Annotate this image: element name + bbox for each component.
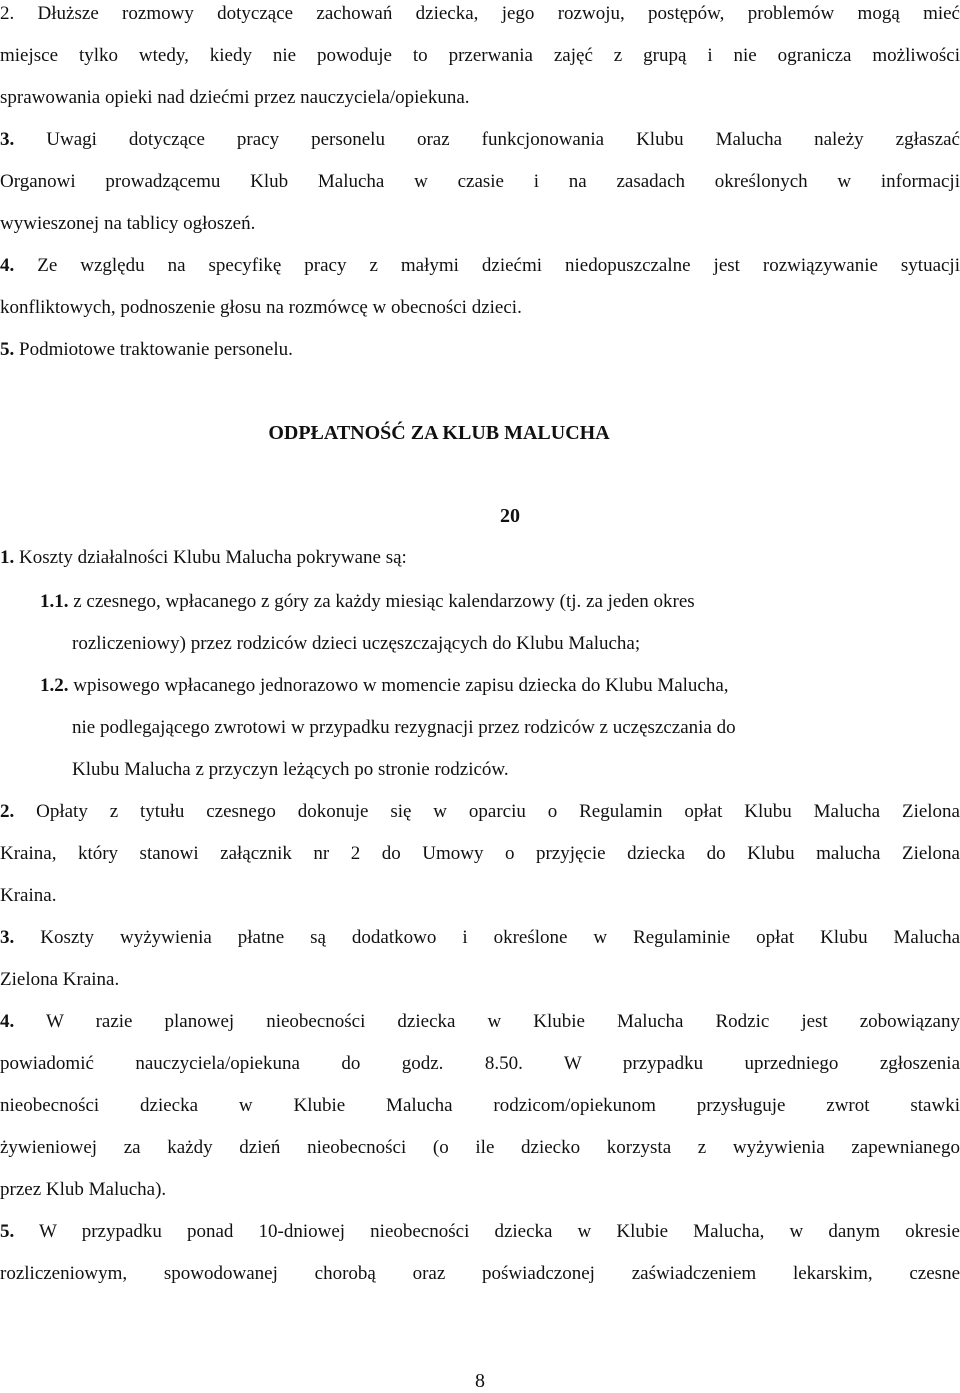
fees-4-line-5: przez Klub Malucha).: [0, 1179, 167, 1200]
fees-1-line: [0, 546, 960, 570]
paragraph-5-line-1: [0, 338, 960, 362]
paragraph-5-number: 5.: [0, 339, 15, 360]
fees-2-number: 2.: [0, 801, 15, 822]
paragraph-2-line-3: sprawowania opieki nad dziećmi przez nauczyciela/opiekuna.: [0, 87, 470, 108]
fees-4-number: 4.: [0, 1011, 15, 1032]
paragraph-5-text: Podmiotowe traktowanie personelu.: [19, 339, 293, 360]
paragraph-3-line-2: Organowi prowadzącemu Klub Malucha w czasie i na zasadach określonych w informacji: [0, 171, 960, 192]
fees-1-2-text: wpisowego wpłacanego jednorazowo w momencie zapisu dziecka do Klubu Malucha,: [73, 675, 729, 696]
fees-4-line-4: żywieniowej za każdy dzień nieobecności (o ile dziecko korzysta z wyżywienia zapewnianego: [0, 1137, 960, 1158]
paragraph-4-line-2: konfliktowych, podnoszenie głosu na rozmówcę w obecności dzieci.: [0, 297, 522, 318]
fees-2-text: Opłaty z tytułu czesnego dokonuje się w oparciu o Regulamin opłat Klubu Malucha Zielona: [36, 801, 960, 822]
paragraph-4-line-1: [0, 254, 960, 278]
fees-5-text: W przypadku ponad 10-dniowej nieobecności dziecka w Klubie Malucha, w danym okresie: [39, 1221, 960, 1242]
fees-1-2-line-1: [40, 674, 960, 698]
fees-1-1-number: 1.1.: [40, 591, 69, 612]
section-title-text: ODPŁATNOŚĆ ZA KLUB MALUCHA: [268, 422, 610, 444]
fees-3-line-2: Zielona Kraina.: [0, 969, 120, 990]
fees-3-number: 3.: [0, 927, 15, 948]
paragraph-4-text: Ze względu na specyfikę pracy z małymi dziećmi niedopuszczalne jest rozwiązywanie sytuacji: [37, 255, 960, 276]
fees-1-2-number: 1.2.: [40, 675, 69, 696]
fees-1-number: 1.: [0, 547, 15, 568]
paragraph-2-line-2: miejsce tylko wtedy, kiedy nie powoduje to przerwania zajęć z grupą i nie ogranicza możliwości: [0, 45, 960, 66]
fees-2-line-1: [0, 800, 960, 824]
fees-3-line-1: [0, 926, 960, 950]
fees-3-text: Koszty wyżywienia płatne są dodatkowo i określone w Regulaminie opłat Klubu Malucha: [40, 927, 960, 948]
fees-4-line-3: nieobecności dziecka w Klubie Malucha rodzicom/opiekunom przysługuje zwrot stawki: [0, 1095, 960, 1116]
paragraph-3-number: 3.: [0, 129, 15, 150]
paragraph-3-text: Uwagi dotyczące pracy personelu oraz funkcjonowania Klubu Malucha należy zgłaszać: [46, 129, 960, 150]
fees-2-line-2: Kraina, który stanowi załącznik nr 2 do Umowy o przyjęcie dziecka do Klubu malucha Zielona: [0, 843, 960, 864]
fees-4-line-2: powiadomić nauczyciela/opiekuna do godz. 8.50. W przypadku uprzedniego zgłoszenia: [0, 1053, 960, 1074]
fees-1-2-line-3: Klubu Malucha z przyczyn leżących po stronie rodziców.: [72, 759, 509, 780]
fees-1-2-line-2: nie podlegającego zwrotowi w przypadku rezygnacji przez rodziców z uczęszczania do: [72, 717, 736, 738]
fees-4-line-1: [0, 1010, 960, 1034]
paragraph-2-line-1: 2. Dłuższe rozmowy dotyczące zachowań dziecka, jego rozwoju, postępów, problemów mogą mieć: [0, 3, 960, 24]
fees-1-1-line-2: rozliczeniowy) przez rodziców dzieci uczęszczających do Klubu Malucha;: [72, 633, 641, 654]
section-title: [0, 422, 960, 445]
paragraph-4-number: 4.: [0, 255, 15, 276]
fees-1-1-text: z czesnego, wpłacanego z góry za każdy miesiąc kalendarzowy (tj. za jeden okres: [73, 591, 695, 612]
page-number: 8: [475, 1370, 485, 1392]
paragraph-3-line-1: [0, 128, 960, 152]
fees-4-text: W razie planowej nieobecności dziecka w Klubie Malucha Rodzic jest zobowiązany: [45, 1011, 960, 1032]
paragraph-3-line-3: wywieszonej na tablicy ogłoszeń.: [0, 213, 256, 234]
fees-1-1-line-1: [40, 590, 960, 614]
fees-5-number: 5.: [0, 1221, 15, 1242]
fees-1-text: Koszty działalności Klubu Malucha pokrywane są:: [19, 547, 407, 568]
fees-2-line-3: Kraina.: [0, 885, 57, 906]
fees-5-line-2: rozliczeniowym, spowodowanej chorobą oraz poświadczonej zaświadczeniem lekarskim, czesne: [0, 1263, 960, 1284]
fees-5-line-1: [0, 1220, 960, 1244]
section-number: 20: [500, 505, 520, 527]
